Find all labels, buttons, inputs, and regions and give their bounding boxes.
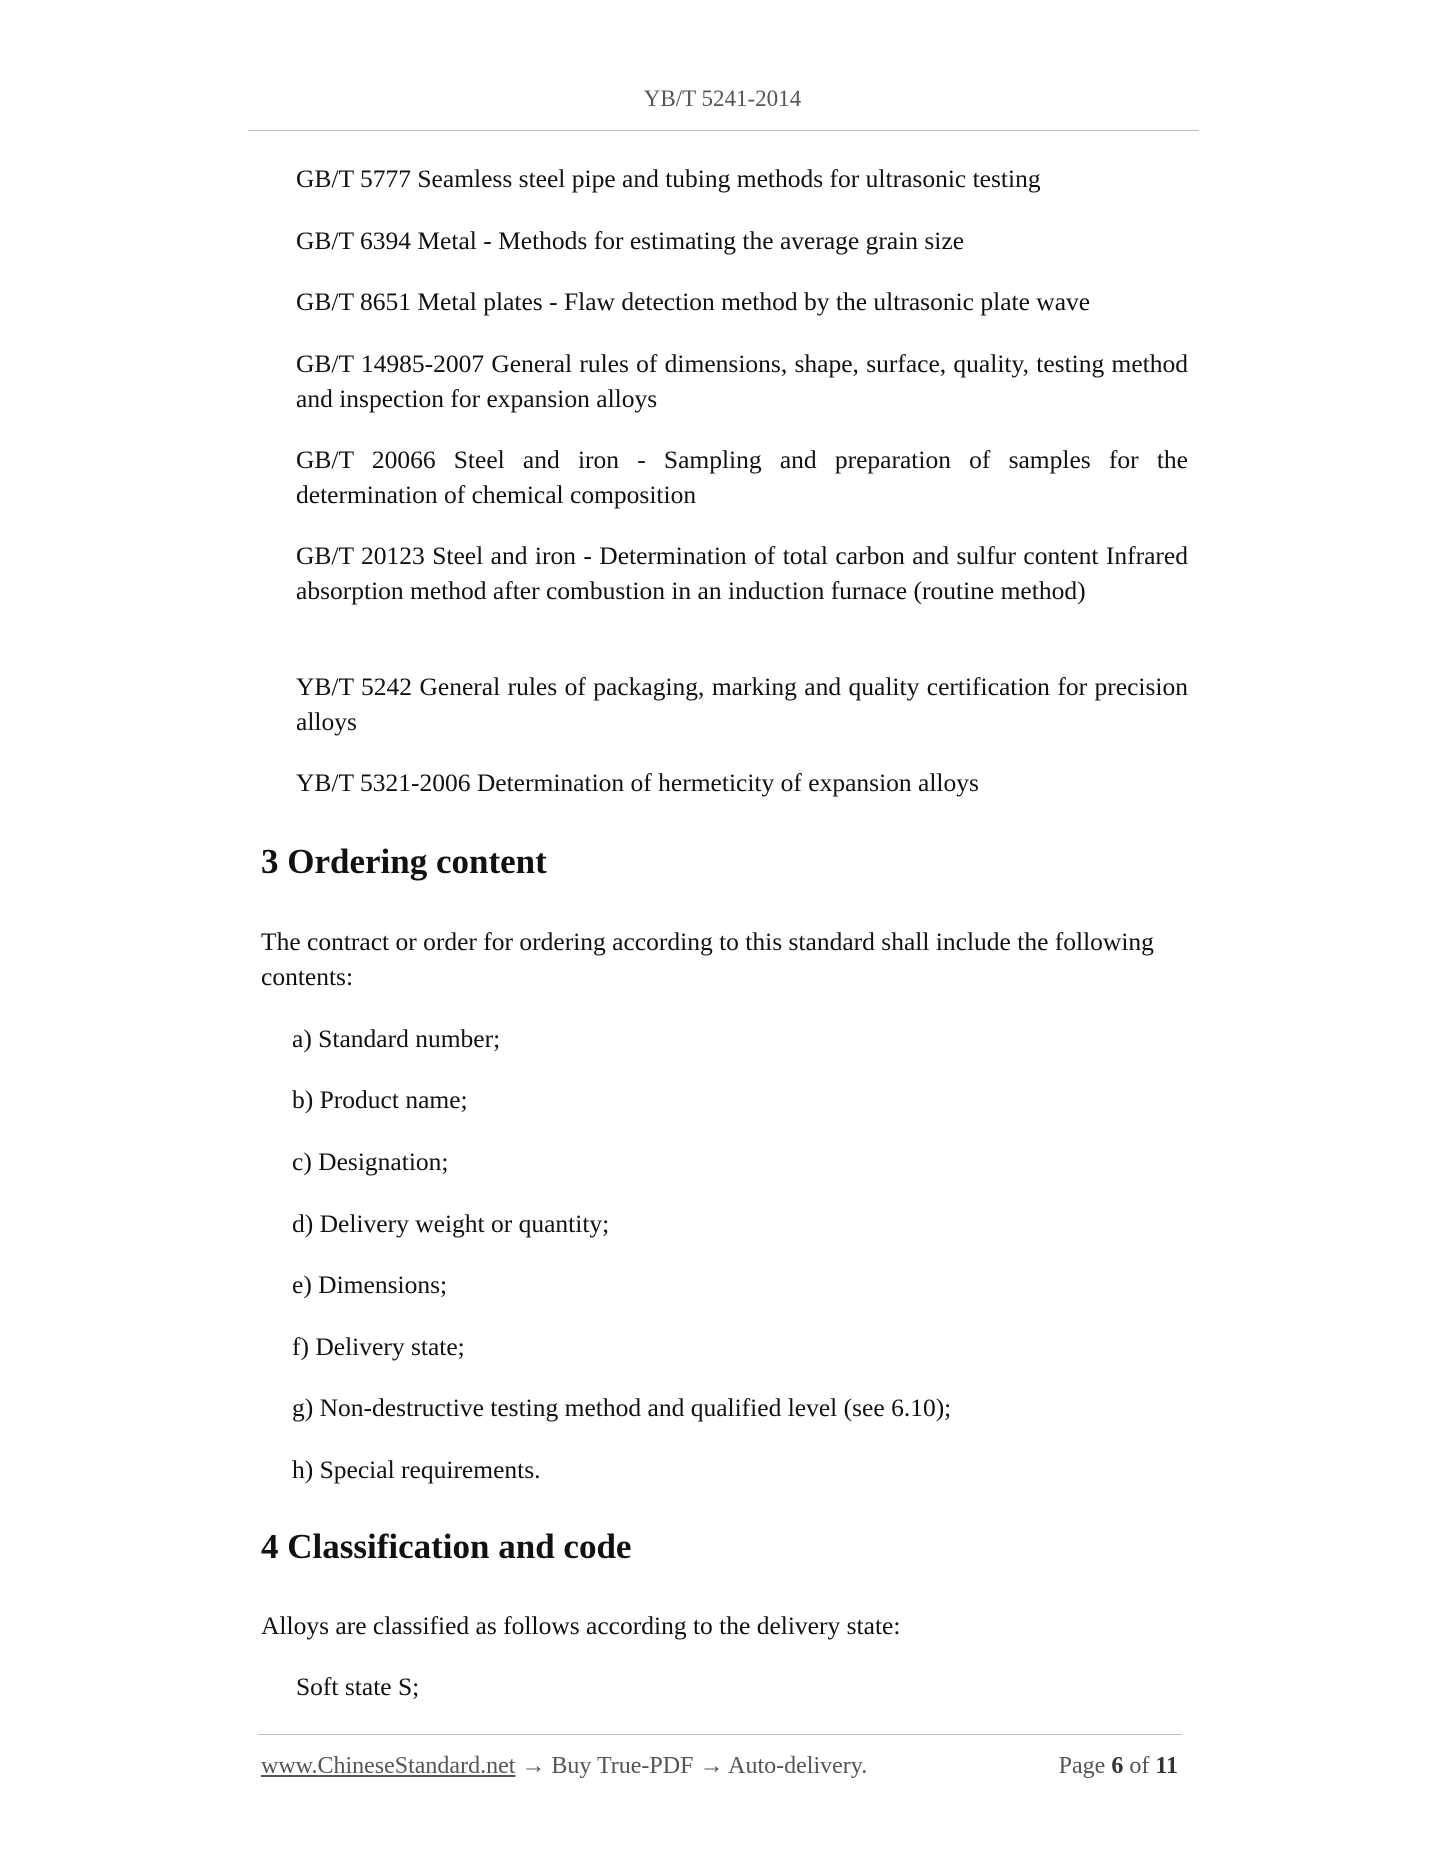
page-number	[1059, 1753, 1178, 1780]
buy-true-pdf-text: Buy True-PDF	[551, 1753, 694, 1779]
page-footer	[261, 1753, 1181, 1785]
reference-gb-t-20066: GB/T 20066 Steel and iron - Sampling and preparation of samples for the determination of chemical composition	[296, 445, 1188, 509]
ordering-item-c: c) Designation;	[292, 1147, 449, 1176]
arrow-right-icon: →	[521, 1753, 546, 1779]
section-3-intro: The contract or order for ordering according to this standard shall include the following contents:	[261, 927, 1154, 991]
auto-delivery-text: Auto-delivery.	[728, 1753, 868, 1779]
arrow-right-icon: →	[699, 1753, 724, 1779]
section-4-heading: 4 Classification and code	[261, 1527, 632, 1566]
chinese-standard-link[interactable]: www.ChineseStandard.net	[261, 1753, 516, 1779]
ordering-item-d: d) Delivery weight or quantity;	[292, 1209, 610, 1238]
page-total: 11	[1155, 1753, 1178, 1779]
ordering-item-g: g) Non-destructive testing method and qualified level (see 6.10);	[292, 1393, 952, 1422]
reference-gb-t-8651: GB/T 8651 Metal plates - Flaw detection method by the ultrasonic plate wave	[296, 287, 1091, 316]
page-current: 6	[1111, 1753, 1124, 1779]
header-divider	[248, 130, 1199, 131]
ordering-item-a: a) Standard number;	[292, 1024, 501, 1053]
footer-promo	[261, 1753, 867, 1780]
ordering-item-b: b) Product name;	[292, 1085, 468, 1114]
section-3-heading: 3 Ordering content	[261, 842, 547, 881]
page-of-label: of	[1129, 1753, 1150, 1779]
page-label: Page	[1058, 1753, 1106, 1779]
reference-gb-t-20123: GB/T 20123 Steel and iron - Determination of total carbon and sulfur content Infrared absorption method after combustion in an induction furnace (routine method)	[296, 541, 1188, 605]
reference-yb-t-5242: YB/T 5242 General rules of packaging, marking and quality certification for precision alloys	[296, 672, 1188, 736]
section-4-intro: Alloys are classified as follows according to the delivery state:	[261, 1611, 901, 1640]
ordering-item-e: e) Dimensions;	[292, 1270, 448, 1299]
delivery-state-soft: Soft state S;	[296, 1672, 420, 1701]
footer-divider	[258, 1734, 1182, 1735]
ordering-item-f: f) Delivery state;	[292, 1332, 465, 1361]
reference-gb-t-14985: GB/T 14985-2007 General rules of dimensions, shape, surface, quality, testing method and inspection for expansion alloys	[296, 349, 1188, 413]
ordering-item-h: h) Special requirements.	[292, 1455, 541, 1484]
reference-gb-t-5777: GB/T 5777 Seamless steel pipe and tubing methods for ultrasonic testing	[296, 164, 1041, 193]
reference-gb-t-6394: GB/T 6394 Metal - Methods for estimating the average grain size	[296, 226, 965, 255]
reference-yb-t-5321: YB/T 5321-2006 Determination of hermeticity of expansion alloys	[296, 768, 979, 797]
document-header-title: YB/T 5241-2014	[643, 86, 802, 111]
